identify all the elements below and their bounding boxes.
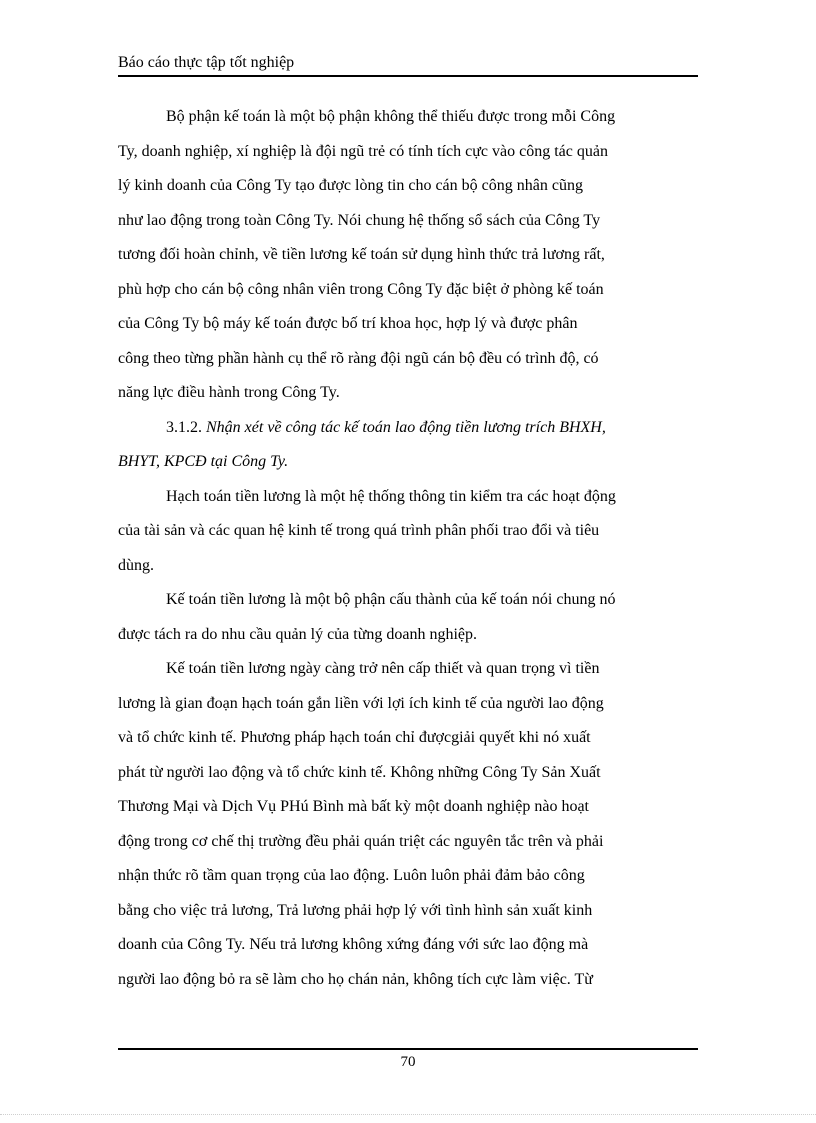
paragraph-line: Thương Mại và Dịch Vụ PHú Bình mà bất kỳ một doanh nghiệp nào hoạt: [118, 798, 589, 815]
paragraph-line: của tài sản và các quan hệ kinh tế trong quá trình phân phối trao đổi và tiêu: [118, 522, 600, 539]
paragraph-line: Kế toán tiền lương ngày càng trở nên cấp thiết và quan trọng vì tiền: [166, 660, 600, 677]
paragraph-line: bằng cho việc trả lương, Trả lương phải hợp lý với tình hình sản xuất kinh: [118, 901, 593, 919]
paragraph-line: phát từ người lao động và tổ chức kinh tế. Không những Công Ty Sản Xuất: [118, 763, 601, 781]
section-title-continued: BHYT, KPCĐ tại Công Ty.: [118, 453, 289, 470]
page-number: 70: [400, 1054, 416, 1070]
document-body: [118, 100, 658, 997]
paragraph-line: nhận thức rõ tầm quan trọng của lao động. Luôn luôn phải đảm bảo công: [118, 867, 585, 884]
paragraph-line: doanh của Công Ty. Nếu trả lương không xứng đáng với sức lao động mà: [118, 936, 589, 953]
footer-divider: [118, 1048, 698, 1050]
page-header-title: Báo cáo thực tập tốt nghiệp: [118, 54, 295, 71]
section-title: Nhận xét về công tác kế toán lao động tiền lương trích BHXH,: [206, 418, 606, 436]
paragraph-line: như lao động trong toàn Công Ty. Nói chung hệ thống sổ sách của Công Ty: [118, 211, 601, 229]
page-bottom-edge: [0, 1114, 816, 1115]
paragraph-line: của Công Ty bộ máy kế toán được bố trí khoa học, hợp lý và được phân: [118, 315, 578, 332]
paragraph-line: phù hợp cho cán bộ công nhân viên trong Công Ty đặc biệt ở phòng kế toán: [118, 280, 604, 298]
paragraph-line: dùng.: [118, 556, 154, 574]
paragraph-line: lý kinh doanh của Công Ty tạo được lòng tin cho cán bộ công nhân cũng: [118, 177, 583, 194]
paragraph-line: Ty, doanh nghiệp, xí nghiệp là đội ngũ trẻ có tính tích cực vào công tác quản: [118, 142, 608, 160]
paragraph-line: Hạch toán tiền lương là một hệ thống thông tin kiểm tra các hoạt động: [166, 487, 616, 505]
paragraph-line: lương là gian đoạn hạch toán gắn liền với lợi ích kinh tế của người lao động: [118, 694, 604, 712]
paragraph-line: và tổ chức kinh tế. Phương pháp hạch toán chỉ đượcgiải quyết khi nó xuất: [118, 729, 591, 746]
paragraph-line: năng lực điều hành trong Công Ty.: [118, 384, 340, 401]
section-number: 3.1.2.: [166, 418, 202, 436]
paragraph-line: được tách ra do nhu cầu quản lý của từng doanh nghiệp.: [118, 625, 478, 643]
section-heading: [118, 411, 658, 446]
paragraph-line: người lao động bỏ ra sẽ làm cho họ chán nản, không tích cực làm việc. Từ: [118, 970, 593, 988]
header-divider: [118, 75, 698, 77]
paragraph-line: Kế toán tiền lương là một bộ phận cấu thành của kế toán nói chung nó: [166, 591, 616, 608]
paragraph-line: công theo từng phần hành cụ thể rõ ràng đội ngũ cán bộ đều có trình độ, có: [118, 349, 599, 367]
paragraph-line: động trong cơ chế thị trường đều phải quán triệt các nguyên tắc trên và phải: [118, 832, 604, 850]
paragraph-line: Bộ phận kế toán là một bộ phận không thể thiếu được trong mỗi Công: [166, 108, 616, 125]
paragraph-line: tương đối hoàn chỉnh, về tiền lương kế toán sử dụng hình thức trả lương rất,: [118, 246, 605, 263]
